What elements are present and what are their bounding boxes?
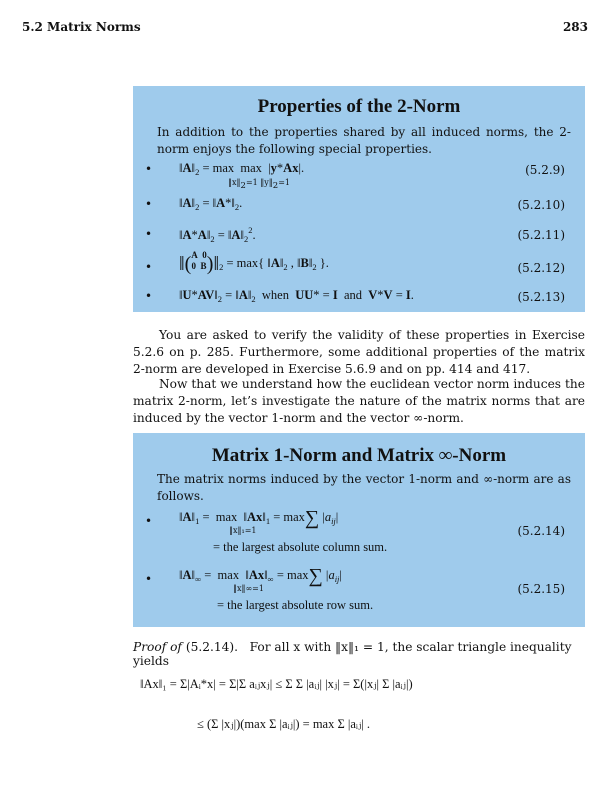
bullet-icon: •: [145, 289, 153, 303]
running-header: [22, 20, 588, 38]
proof-label: Proof of: [133, 640, 182, 654]
formula-caption: = the largest absolute column sum.: [213, 540, 388, 554]
paragraph: Now that we understand how the euclidean vector norm induces the matrix 2-norm, let’s investigate the nature of the matrix norms that are induced by the vector 1-norm and the vector ∞-norm.: [133, 377, 585, 425]
formula-5-2-12: ‖(A 0 0 $B)‖_2 = \max${ $‖A‖_2$ , $‖B‖_2$ }.: [179, 250, 329, 275]
equation-number: (5.2.9): [525, 163, 565, 177]
bullet-icon: •: [145, 514, 153, 528]
bullet-icon: •: [145, 572, 153, 586]
box-intro: In addition to the properties shared by all induced norms, the 2-norm enjoys the following special properties.: [157, 125, 571, 156]
formula-5-2-13: $‖U*AV‖_2$ = $‖A‖_2$ when UU* = I and V*V = I.: [179, 288, 414, 304]
formula-limits: ‖x‖∞=1: [233, 584, 264, 593]
proof-equation-line-2: ≤ (Σ |xⱼ|)(max Σ |aᵢⱼ|) = max Σ |aᵢⱼ| .: [197, 717, 371, 731]
bullet-icon: •: [145, 260, 153, 274]
formula-5-2-11: $‖A*A‖_2$ = $‖A‖_2^2$.: [179, 225, 256, 244]
equation-number: (5.2.15): [517, 582, 565, 596]
equation-number: (5.2.11): [517, 228, 565, 242]
formula-limits: ‖x‖₁=1: [229, 526, 257, 535]
box-intro: The matrix norms induced by the vector 1-norm and ∞-norm are as follows.: [157, 472, 571, 503]
box-title: Properties of the 2-Norm: [257, 96, 461, 117]
equation-number: (5.2.10): [517, 198, 565, 212]
page-number: 283: [562, 20, 588, 34]
section-title: 5.2 Matrix Norms: [22, 20, 141, 34]
formula-5-2-10: $‖A‖_2$ = $‖A*‖_2$.: [179, 196, 243, 212]
formula-5-2-15: $‖A‖_\infty = \max$ $‖Ax‖_\infty = \max\sum$ $|a_{ij}|$: [179, 565, 342, 587]
formula-caption: = the largest absolute row sum.: [217, 598, 374, 612]
box-title: Matrix 1-Norm and Matrix ∞-Norm: [211, 445, 507, 466]
equation-number: (5.2.12): [517, 261, 565, 275]
formula-5-2-9: $‖A‖_2 = \max \max |y*Ax|$.: [179, 161, 305, 177]
formula-5-2-14: $‖A‖_1 = \max$ $‖Ax‖_1 = \max\sum$ $|a_{ij}|$: [179, 507, 339, 529]
equation-number: (5.2.14): [517, 524, 565, 538]
proof-intro: [133, 640, 585, 668]
bullet-icon: •: [145, 197, 153, 211]
proof-ref: (5.2.14).: [185, 640, 238, 654]
proof-text: For all x with ‖x‖₁ = 1, the scalar triangle inequality yields: [133, 640, 572, 668]
formula-limits: ‖x‖2=1 ‖y‖2=1: [228, 178, 291, 191]
theorem-box-2norm: [133, 86, 585, 312]
bullet-icon: •: [145, 162, 153, 176]
bullet-icon: •: [145, 227, 153, 241]
equation-number: (5.2.13): [517, 290, 565, 304]
paragraph: You are asked to verify the validity of these properties in Exercise 5.2.6 on p. 285. Furthermore, some additional properties of the matrix 2-norm are developed in Exercise 5.6.9 and on pp. 414 and 417.: [133, 328, 585, 376]
theorem-box-1norm-infnorm: [133, 433, 585, 627]
proof-equation-line-1: ‖Ax‖₁ = Σ|Aᵢ*x| = Σ|Σ aᵢⱼxⱼ| ≤ Σ Σ |aᵢⱼ| |xⱼ| = Σ(|xⱼ| Σ |aᵢⱼ|): [140, 677, 413, 691]
